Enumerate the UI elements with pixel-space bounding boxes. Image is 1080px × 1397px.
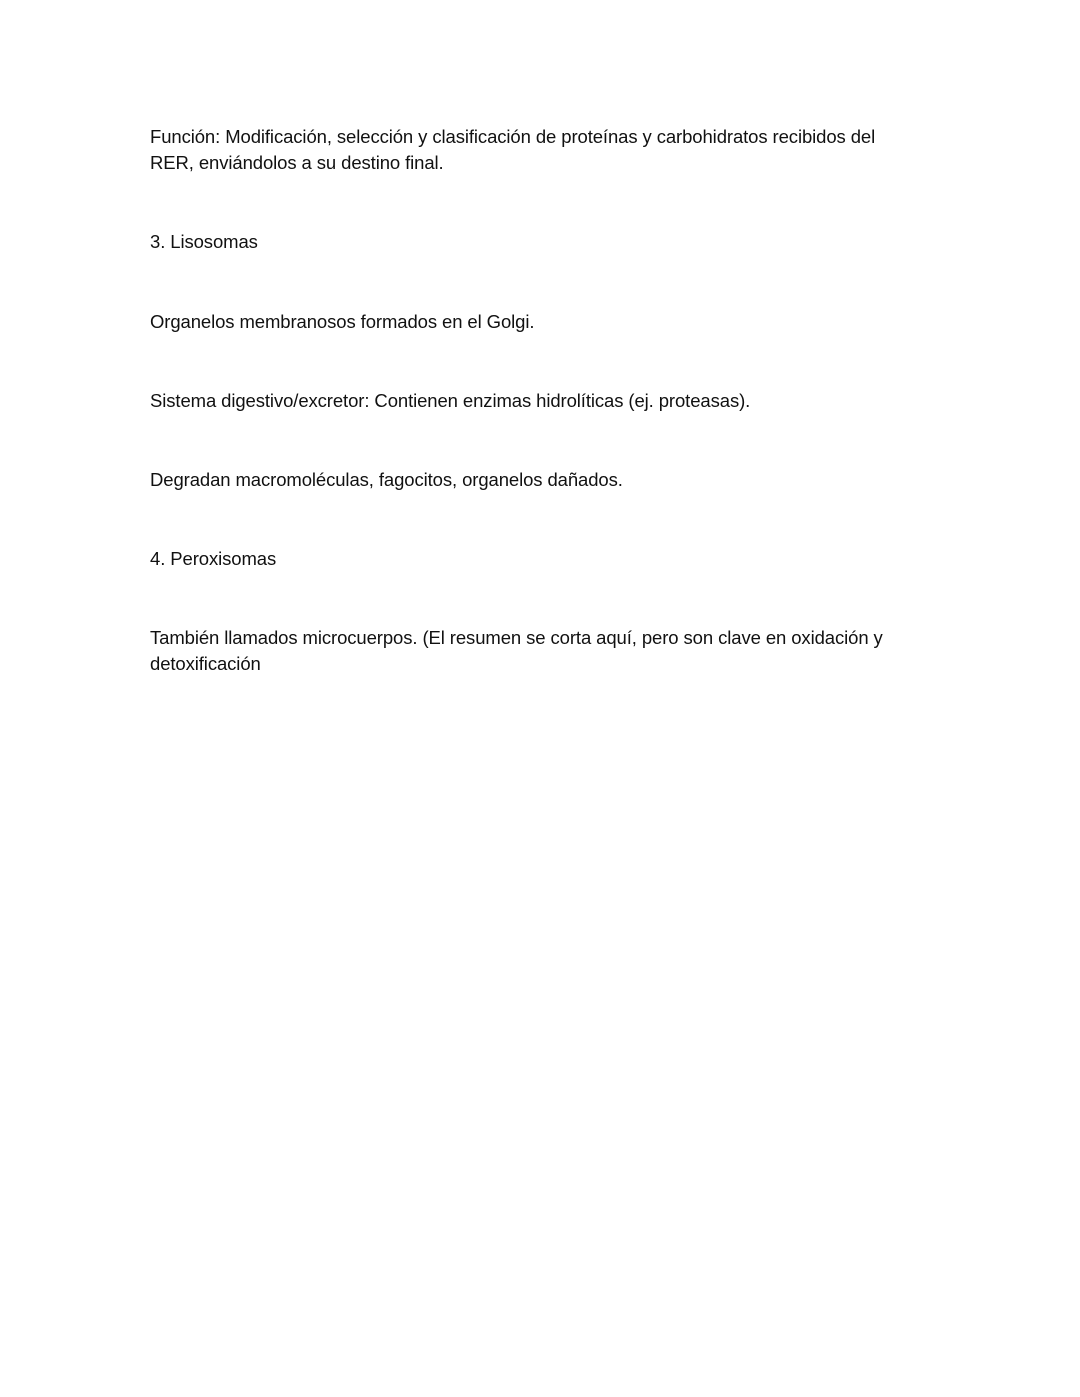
heading-peroxisomas: 4. Peroxisomas [150, 548, 277, 569]
paragraph-lisosomas-degrade: Degradan macromoléculas, fagocitos, organelos dañados. [150, 469, 623, 490]
paragraph-lisosomas-origin: Organelos membranosos formados en el Golgi. [150, 311, 535, 332]
heading-lisosomas: 3. Lisosomas [150, 231, 258, 252]
paragraph-peroxisomas-desc: También llamados microcuerpos. (El resumen se corta aquí, pero son clave en oxidación y detoxificación [150, 627, 883, 674]
paragraph-golgi-function: Función: Modificación, selección y clasificación de proteínas y carbohidratos recibidos del RER, enviándolos a su destino final. [150, 126, 876, 173]
paragraph-lisosomas-system: Sistema digestivo/excretor: Contienen enzimas hidrolíticas (ej. proteasas). [150, 390, 751, 411]
